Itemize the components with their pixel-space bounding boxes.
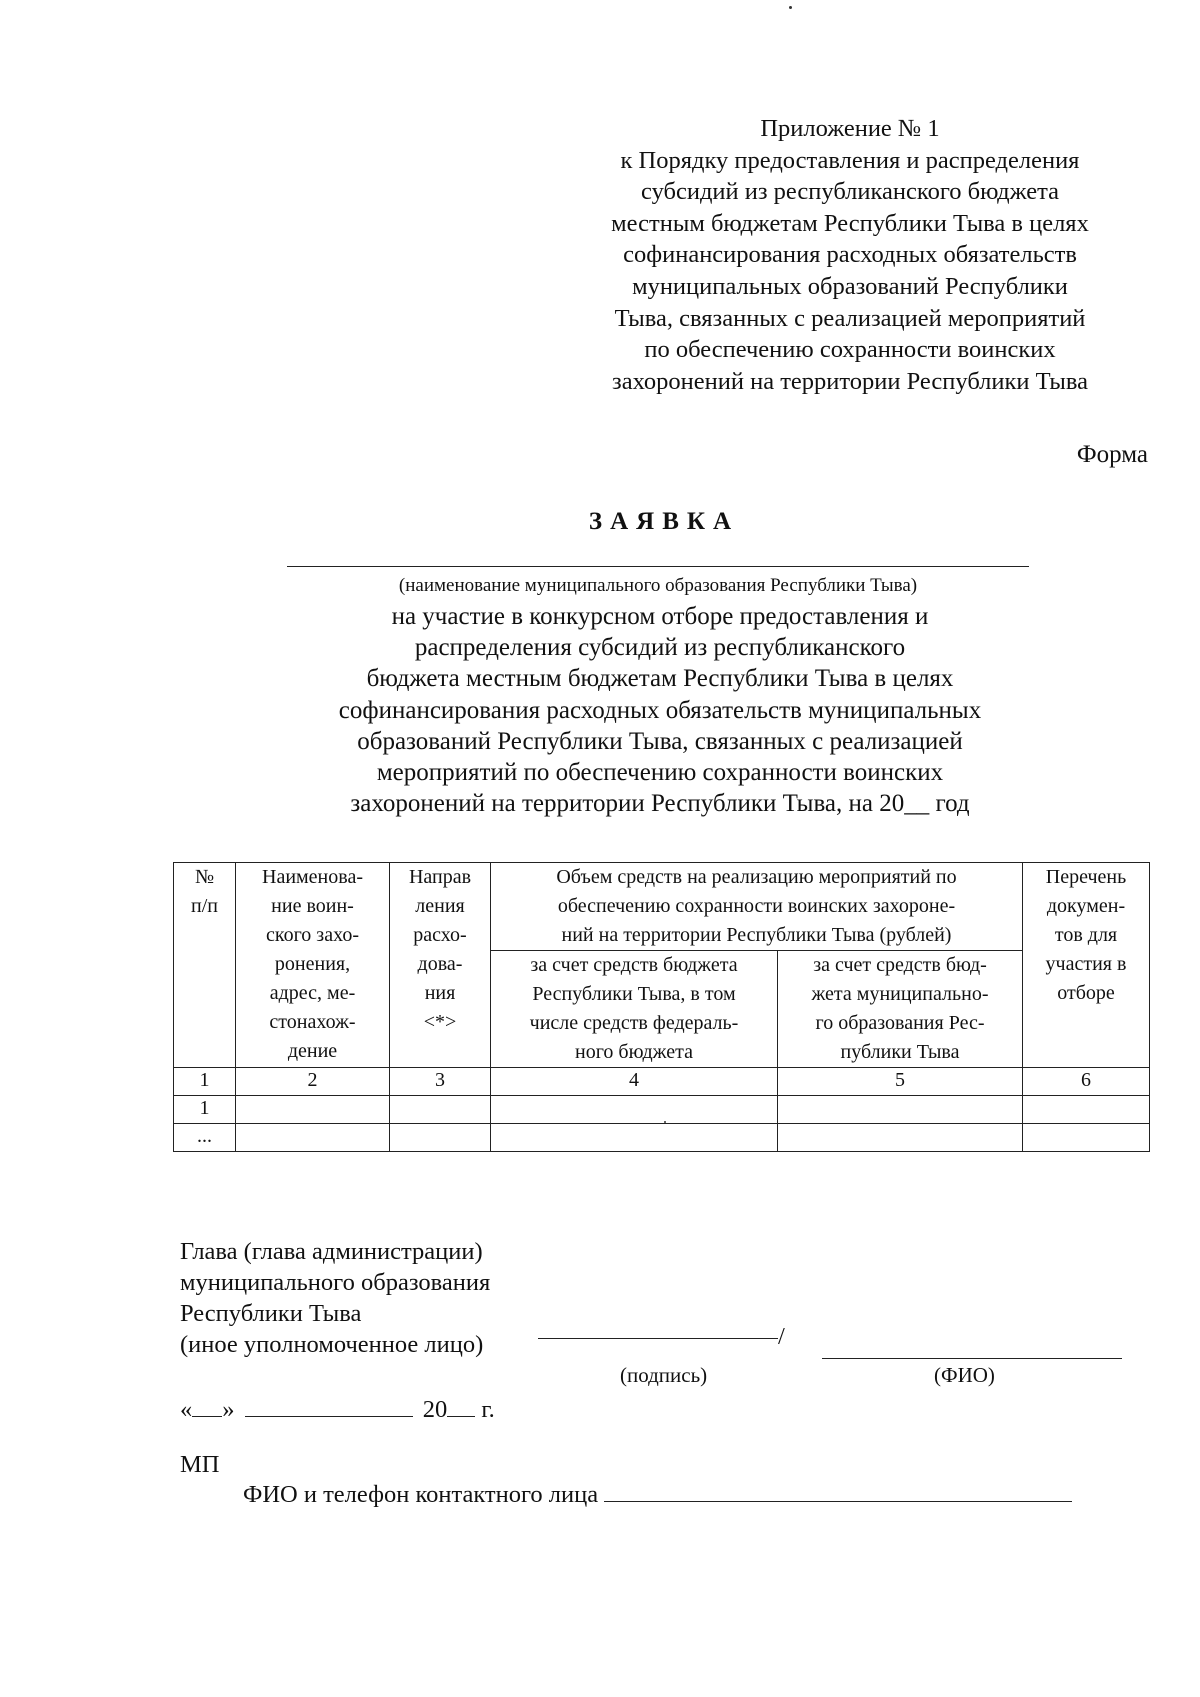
header-text: Объем средств на реализацию мероприятий по xyxy=(556,866,957,888)
table-cell[interactable] xyxy=(236,1124,390,1152)
table-cell[interactable] xyxy=(491,1124,778,1152)
table-row xyxy=(174,1124,1150,1152)
contact-field[interactable] xyxy=(604,1479,1072,1502)
signatory-line: Республики Тыва xyxy=(180,1300,362,1327)
date-year-suffix: г. xyxy=(481,1396,495,1423)
contact-row xyxy=(243,1479,1072,1510)
subject-line: образований Республики Тыва, связанных с реализацией xyxy=(357,727,963,755)
date-year-prefix: 20 xyxy=(422,1396,448,1423)
header-col-burial-name xyxy=(236,863,390,1068)
appendix-line: Тыва, связанных с реализацией мероприятий xyxy=(614,304,1086,332)
header-text: го образования Рес- xyxy=(815,1012,985,1034)
header-text: дение xyxy=(287,1040,338,1062)
header-text: обеспечению сохранности воинских захороне- xyxy=(557,895,956,917)
date-year-field[interactable] xyxy=(447,1394,475,1417)
header-text: публики Тыва xyxy=(840,1041,960,1063)
table-cell[interactable] xyxy=(390,1096,491,1124)
table-cell[interactable] xyxy=(1023,1124,1150,1152)
subject-line: на участие в конкурсном отборе предоставления и xyxy=(391,603,929,630)
subject-line: захоронений на территории Республики Тыва, на 20__ год xyxy=(350,790,970,818)
appendix-line: субсидий из республиканского бюджета xyxy=(641,178,1059,206)
subject-line: мероприятий по обеспечению сохранности воинских xyxy=(376,759,944,787)
form-label: Форма xyxy=(1076,441,1148,468)
header-text: за счет средств бюд- xyxy=(813,954,987,976)
header-text: за счет средств бюджета xyxy=(530,954,738,976)
header-text: отборе xyxy=(1057,982,1115,1004)
document-title: ЗАЯВКА xyxy=(588,508,740,535)
appendix-line: по обеспечению сохранности воинских xyxy=(644,336,1056,364)
table-column-numbers-row xyxy=(174,1068,1150,1096)
header-text: Наименова- xyxy=(262,866,363,888)
table-row xyxy=(174,1096,1150,1124)
column-number: 5 xyxy=(778,1068,1023,1096)
municipality-name-caption: (наименование муниципального образования Республики Тыва) xyxy=(398,575,918,596)
date-day-field[interactable] xyxy=(192,1394,222,1417)
date-month-field[interactable] xyxy=(245,1394,413,1417)
appendix-line: к Порядку предоставления и распределения xyxy=(620,146,1080,174)
subject-line: софинансирования расходных обязательств муниципальных xyxy=(338,696,982,724)
signatory-line: (иное уполномоченное лицо) xyxy=(180,1331,484,1358)
contact-label: ФИО и телефон контактного лица xyxy=(243,1481,599,1508)
appendix-header xyxy=(560,113,1140,397)
table-cell[interactable] xyxy=(778,1096,1023,1124)
header-text: докумен- xyxy=(1046,895,1126,917)
header-col-republic-budget xyxy=(491,951,778,1068)
signature-caption: (подпись) xyxy=(620,1363,708,1387)
appendix-line: местным бюджетам Республики Тыва в целях xyxy=(611,209,1089,237)
header-text: расхо- xyxy=(413,924,467,946)
date-row xyxy=(180,1394,495,1425)
header-col-number xyxy=(174,863,236,1068)
table-header-row xyxy=(174,863,1150,951)
header-text: ронения, xyxy=(274,953,351,975)
header-text: числе средств федераль- xyxy=(529,1012,739,1034)
header-col-funding-volume xyxy=(491,863,1023,951)
header-text: № xyxy=(194,866,215,888)
table-cell[interactable] xyxy=(390,1124,491,1152)
header-text: ние воин- xyxy=(271,895,354,917)
application-subject xyxy=(250,601,1070,819)
seal-place: МП xyxy=(180,1451,220,1478)
header-text: ного бюджета xyxy=(575,1041,693,1063)
date-open-quote: « xyxy=(180,1396,193,1423)
header-col-spending-direction xyxy=(390,863,491,1068)
header-text: жета муниципально- xyxy=(811,983,989,1005)
signature-field[interactable] xyxy=(538,1338,778,1339)
header-text: адрес, ме- xyxy=(269,982,356,1004)
signature-separator: / xyxy=(778,1323,785,1350)
table-cell[interactable] xyxy=(236,1096,390,1124)
appendix-line: захоронений на территории Республики Тыва xyxy=(612,367,1088,395)
header-col-municipal-budget xyxy=(778,951,1023,1068)
appendix-line: муниципальных образований Республики xyxy=(632,272,1068,300)
header-text: стонахож- xyxy=(269,1011,356,1033)
header-text: <*> xyxy=(423,1011,457,1033)
appendix-line: Приложение № 1 xyxy=(760,115,940,142)
header-text: Республики Тыва, в том xyxy=(532,983,736,1005)
header-text: ний на территории Республики Тыва (рублей) xyxy=(561,924,952,946)
column-number: 2 xyxy=(236,1068,390,1096)
header-text: дова- xyxy=(417,953,463,975)
application-table xyxy=(173,862,1150,1152)
table-cell[interactable]: ... xyxy=(174,1124,236,1152)
table-cell[interactable] xyxy=(1023,1096,1150,1124)
column-number: 6 xyxy=(1023,1068,1150,1096)
appendix-line: софинансирования расходных обязательств xyxy=(623,241,1077,269)
signatory-block xyxy=(180,1236,490,1360)
subject-line: распределения субсидий из республиканского xyxy=(414,634,906,662)
table-cell[interactable] xyxy=(778,1124,1023,1152)
column-number: 1 xyxy=(174,1068,236,1096)
signatory-line: Глава (глава администрации) xyxy=(180,1238,483,1265)
header-col-documents xyxy=(1023,863,1150,1068)
header-text: Перечень xyxy=(1045,866,1127,888)
subject-line: бюджета местным бюджетам Республики Тыва в целях xyxy=(366,665,954,693)
header-text: ния xyxy=(424,982,456,1004)
header-text: Направ xyxy=(408,866,472,888)
header-text: тов для xyxy=(1054,924,1118,946)
column-number: 4 xyxy=(491,1068,778,1096)
municipality-name-line xyxy=(287,566,1029,567)
scan-speck xyxy=(789,6,792,9)
header-text: участия в xyxy=(1045,953,1127,975)
scan-speck xyxy=(664,1121,666,1123)
table-cell[interactable] xyxy=(491,1096,778,1124)
header-text: п/п xyxy=(191,895,218,917)
signatory-line: муниципального образования xyxy=(180,1269,491,1296)
column-number: 3 xyxy=(390,1068,491,1096)
date-close-quote: » xyxy=(222,1396,235,1423)
fio-field[interactable] xyxy=(822,1358,1122,1359)
fio-caption: (ФИО) xyxy=(934,1363,995,1387)
header-text: ского захо- xyxy=(266,924,359,946)
table-cell[interactable]: 1 xyxy=(174,1096,236,1124)
header-text: ления xyxy=(415,895,465,917)
